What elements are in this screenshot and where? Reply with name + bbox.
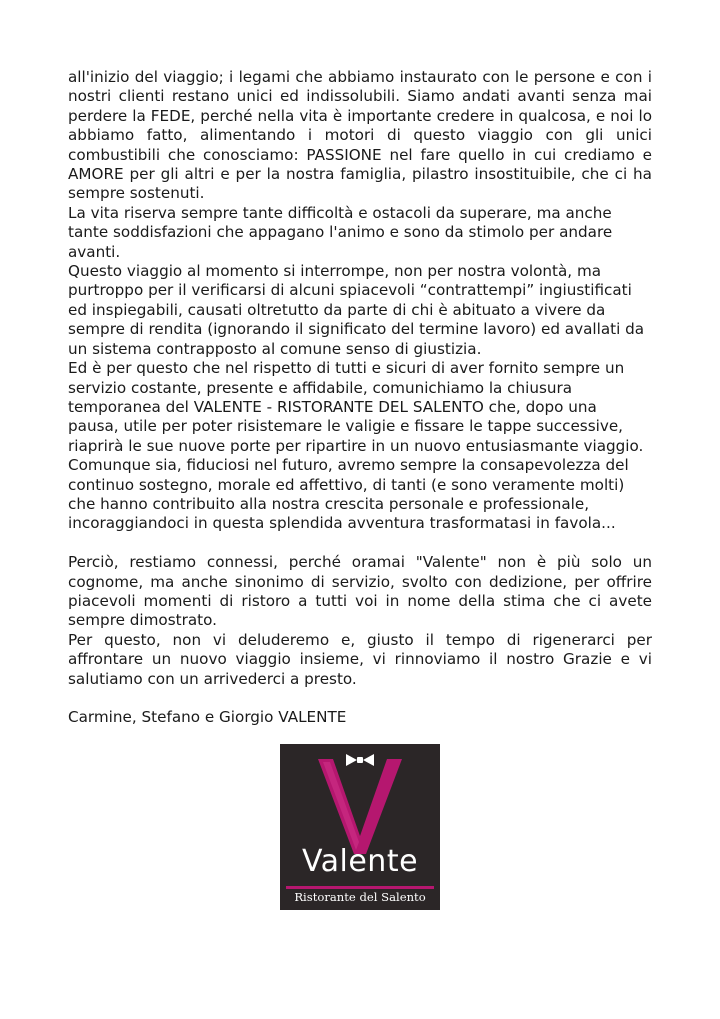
logo-divider [286, 886, 434, 889]
valente-logo [280, 744, 440, 910]
logo-name: Valente [301, 844, 419, 879]
paragraph-closure: Ed è per questo che nel rispetto di tutti e sicuri di aver fornito sempre un servizio costante, presente e affidabile, comunichiamo la chiusura temporanea del VALENTE - RISTORANTE DEL SALENTO che, dopo una pausa, utile per poter risistemare le valigie e fissare le tappe successive, riaprirà le sue nuove porte per ripartire in un nuovo entusiasmante viaggio. Comunque sia, fiduciosi nel futuro, avremo sempre la consapevolezza del continuo sostegno, morale ed affettivo, di tanti (e sono veramente molti) che hanno contribuito alla nostra crescita personale e professionale, incoraggiandoci in questa splendida avventura trasformatasi in favola... [68, 359, 644, 533]
paragraph-farewell: Per questo, non vi deluderemo e, giusto il tempo di rigenerarci per affrontare un nuovo viaggio insieme, vi rinnoviamo il nostro Grazie e vi salutiamo con un arrivederci a presto. [68, 630, 652, 688]
letter-body [68, 68, 652, 728]
paragraph-interruption: Questo viaggio al momento si interrompe, non per nostra volontà, ma purtroppo per il verificarsi di alcuni spiacevoli “contrattempi” ingiustificati ed inspiegabili, causati oltretutto da parte di chi è abituato a vivere da sempre di rendita (ignorando il significato del termine lavoro) ed avallati da un sistema contrapposto al comune senso di giustizia. [68, 262, 645, 358]
logo-tagline: Ristorante del Salento [294, 890, 426, 904]
bow-tie-icon [346, 754, 374, 766]
paragraph-journey: all'inizio del viaggio; i legami che abbiamo instaurato con le persone e con i nostri clienti restano unici ed indissolubili. Siamo andati avanti senza mai perdere la FEDE, perché nella vita è importante credere in qualcosa, e noi lo abbiamo fatto, alimentando i motori di questo viaggio con gli unici combustibili che conosciamo: PASSIONE nel fare quello in cui crediamo e AMORE per gli altri e per la nostra famiglia, pilastro insostituibile, che ci ha sempre sostenuti. [68, 68, 652, 203]
paragraph-connected: Perciò, restiamo connessi, perché oramai "Valente" non è più solo un cognome, ma anche sinonimo di servizio, svolto con dedizione, per offrire piacevoli momenti di ristoro a tutti voi in nome della stima che ci avete sempre dimostrato. [68, 553, 652, 630]
signature: Carmine, Stefano e Giorgio VALENTE [68, 708, 347, 727]
logo-v-highlight [323, 762, 359, 850]
paragraph-spacer [68, 689, 652, 708]
paragraph-spacer [68, 534, 652, 553]
paragraph-difficulties: La vita riserva sempre tante difficoltà e ostacoli da superare, ma anche tante soddisfazioni che appagano l'animo e sono da stimolo per andare avanti. [68, 203, 613, 261]
